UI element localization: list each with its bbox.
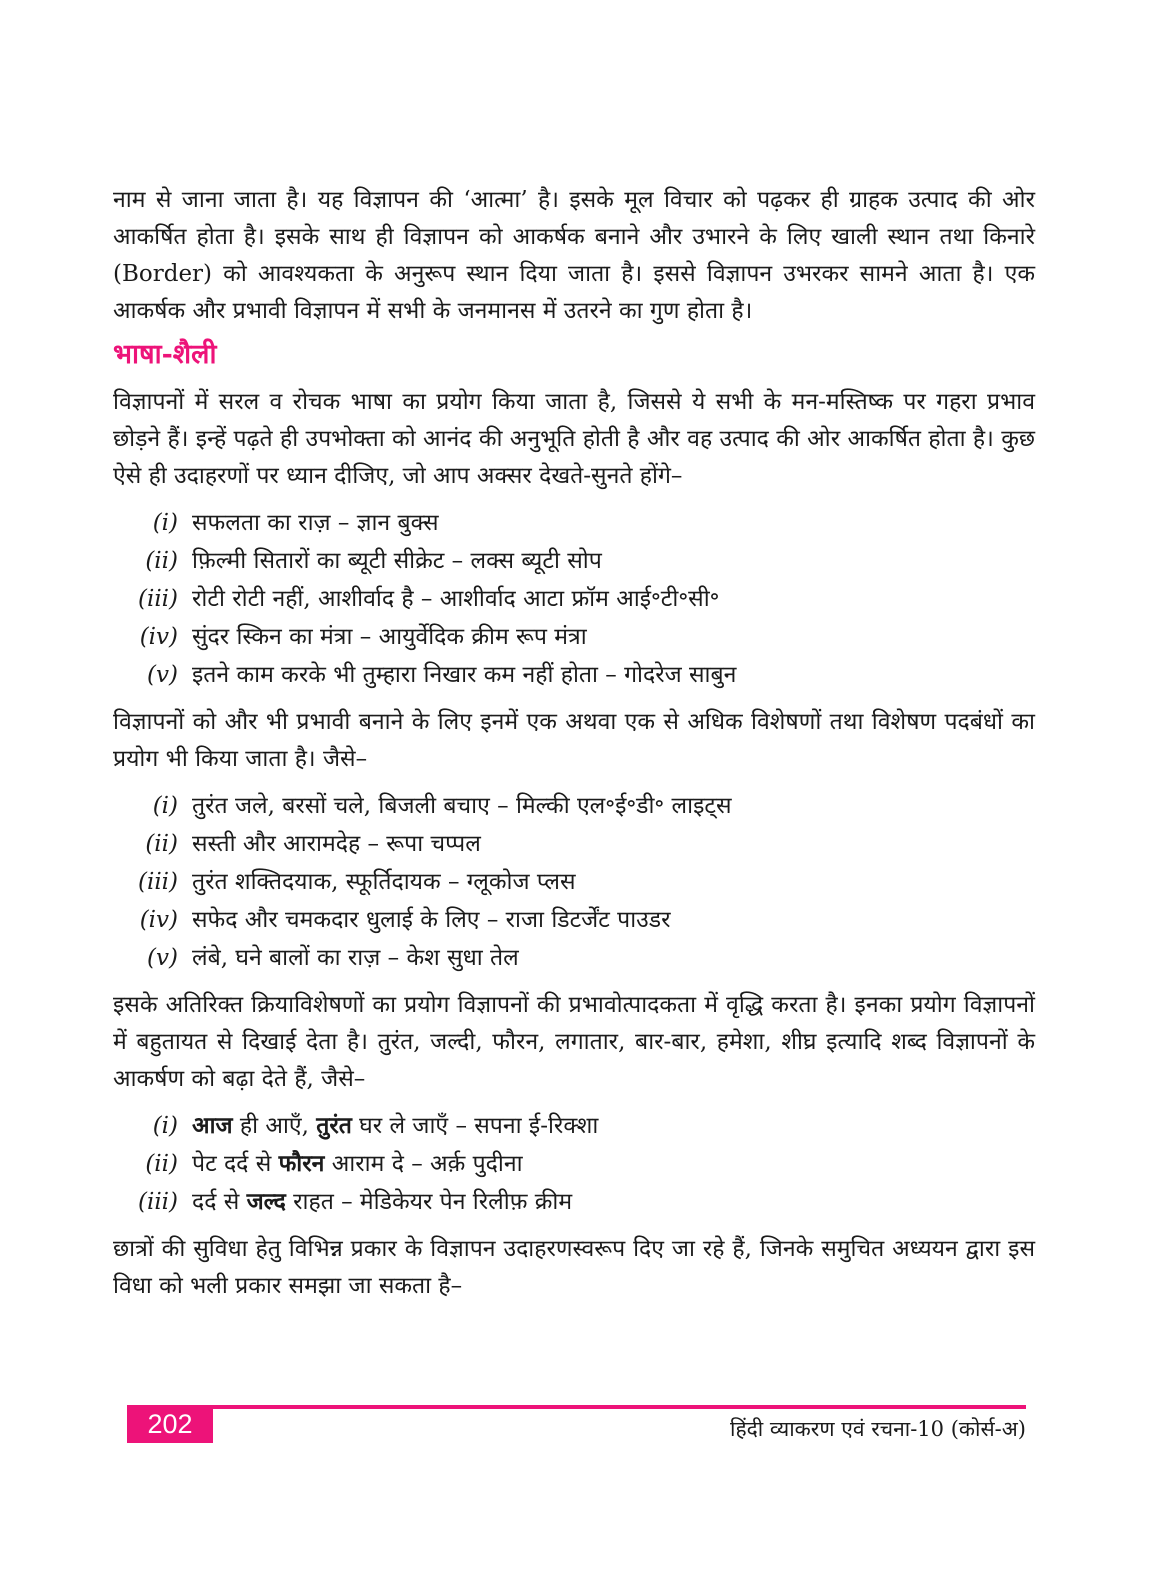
list-item-text: तुरंत शक्तिदयाक, स्फूर्तिदायक – ग्लूकोज प्लस	[192, 869, 576, 895]
paragraph: विज्ञापनों में सरल व रोचक भाषा का प्रयोग किया जाता है, जिससे ये सभी के मन-मस्तिष्क पर गहरा प्रभाव छोड़ने हैं। इन्हें पढ़ते ही उपभोक्ता को आनंद की अनुभूति होती है और वह उत्पाद की ओर आकर्षित होता है। कुछ ऐसे ही उदाहरणों पर ध्यान दीजिए, जो आप अक्सर देखते-सुनते होंगे–	[113, 389, 1035, 489]
list-item-text: पेट दर्द से फौरन आराम दे – अर्क़ पुदीना	[192, 1150, 523, 1177]
section-heading: भाषा-शैली	[113, 339, 217, 370]
list-item-marker: (ii)	[145, 831, 178, 857]
paragraph: नाम से जाना जाता है। यह विज्ञापन की ‘आत्मा’ है। इसके मूल विचार को पढ़कर ही ग्राहक उत्पाद की ओर आकर्षित होता है। इसके साथ ही विज्ञापन को आकर्षक बनाने और उभारने के लिए खाली स्थान तथा किनारे (Border) को आवश्यकता के अनुरूप स्थान दिया जाता है। इससे विज्ञापन उभरकर सामने आता है। एक आकर्षक और प्रभावी विज्ञापन में सभी के जनमानस में उतरने का गुण होता है।	[113, 187, 1035, 324]
list-item-marker: (iv)	[139, 624, 178, 650]
page-number-badge: 202	[127, 1405, 213, 1443]
list-item-marker: (i)	[152, 1113, 178, 1139]
list-item-text: सफलता का राज़ – ज्ञान बुक्स	[192, 510, 439, 536]
list-item	[113, 1183, 1035, 1221]
list-item-text: तुरंत जले, बरसों चले, बिजली बचाए – मिल्की एल॰ई॰डी॰ लाइट्स	[192, 793, 732, 819]
list-item-text: लंबे, घने बालों का राज़ – केश सुधा तेल	[192, 945, 519, 971]
list-item-text: सस्ती और आरामदेह – रूपा चप्पल	[192, 831, 481, 857]
list-item	[113, 939, 1035, 977]
list-item-text: सफेद और चमकदार धुलाई के लिए – राजा डिटर्जेंट पाउडर	[192, 907, 671, 933]
list-item	[113, 863, 1035, 901]
list-item-marker: (v)	[147, 662, 178, 688]
example-list	[113, 787, 1035, 977]
list-item	[113, 656, 1035, 694]
list-item-text: रोटी रोटी नहीं, आशीर्वाद है – आशीर्वाद आटा फ्रॉम आई॰टी॰सी॰	[192, 586, 720, 612]
list-item	[113, 542, 1035, 580]
content-blocks	[113, 182, 1035, 1314]
list-item	[113, 1145, 1035, 1183]
list-item-marker: (ii)	[145, 1151, 178, 1177]
paragraph: विज्ञापनों को और भी प्रभावी बनाने के लिए इनमें एक अथवा एक से अधिक विशेषणों तथा विशेषण पदबंधों का प्रयोग भी किया जाता है। जैसे–	[113, 709, 1035, 772]
list-item-marker: (iii)	[137, 869, 178, 895]
list-item	[113, 580, 1035, 618]
list-item-text: इतने काम करके भी तुम्हारा निखार कम नहीं होता – गोदरेज साबुन	[192, 662, 737, 688]
list-item	[113, 1107, 1035, 1145]
list-item-marker: (ii)	[145, 548, 178, 574]
list-item	[113, 825, 1035, 863]
list-item-marker: (i)	[152, 793, 178, 819]
list-item-text: फ़िल्मी सितारों का ब्यूटी सीक्रेट – लक्स ब्यूटी सोप	[192, 548, 602, 574]
footer-rule	[213, 1405, 1026, 1409]
list-item	[113, 504, 1035, 542]
example-list	[113, 1107, 1035, 1221]
list-item	[113, 618, 1035, 656]
list-item-marker: (iii)	[137, 1189, 178, 1215]
list-item-text: दर्द से जल्द राहत – मेडिकेयर पेन रिलीफ़ क्रीम	[192, 1188, 573, 1215]
example-list	[113, 504, 1035, 694]
list-item-marker: (iii)	[137, 586, 178, 612]
list-item-marker: (i)	[152, 510, 178, 536]
list-item	[113, 901, 1035, 939]
book-title: हिंदी व्याकरण एवं रचना-10 (कोर्स-अ)	[730, 1417, 1026, 1441]
paragraph: इसके अतिरिक्त क्रियाविशेषणों का प्रयोग विज्ञापनों की प्रभावोत्पादकता में वृद्धि करता है। इनका प्रयोग विज्ञापनों में बहुतायत से दिखाई देता है। तुरंत, जल्दी, फौरन, लगातार, बार-बार, हमेशा, शीघ्र इत्यादि शब्द विज्ञापनों के आकर्षण को बढ़ा देते हैं, जैसे–	[113, 992, 1035, 1092]
page-footer	[127, 1405, 1026, 1465]
list-item-marker: (iv)	[139, 907, 178, 933]
list-item	[113, 787, 1035, 825]
paragraph: छात्रों की सुविधा हेतु विभिन्न प्रकार के विज्ञापन उदाहरणस्वरूप दिए जा रहे हैं, जिनके समुचित अध्ययन द्वारा इस विधा को भली प्रकार समझा जा सकता है–	[113, 1236, 1035, 1299]
list-item-marker: (v)	[147, 945, 178, 971]
list-item-text: आज ही आएँ, तुरंत घर ले जाएँ – सपना ई-रिक्शा	[192, 1112, 599, 1139]
list-item-text: सुंदर स्किन का मंत्रा – आयुर्वेदिक क्रीम रूप मंत्रा	[192, 624, 587, 650]
